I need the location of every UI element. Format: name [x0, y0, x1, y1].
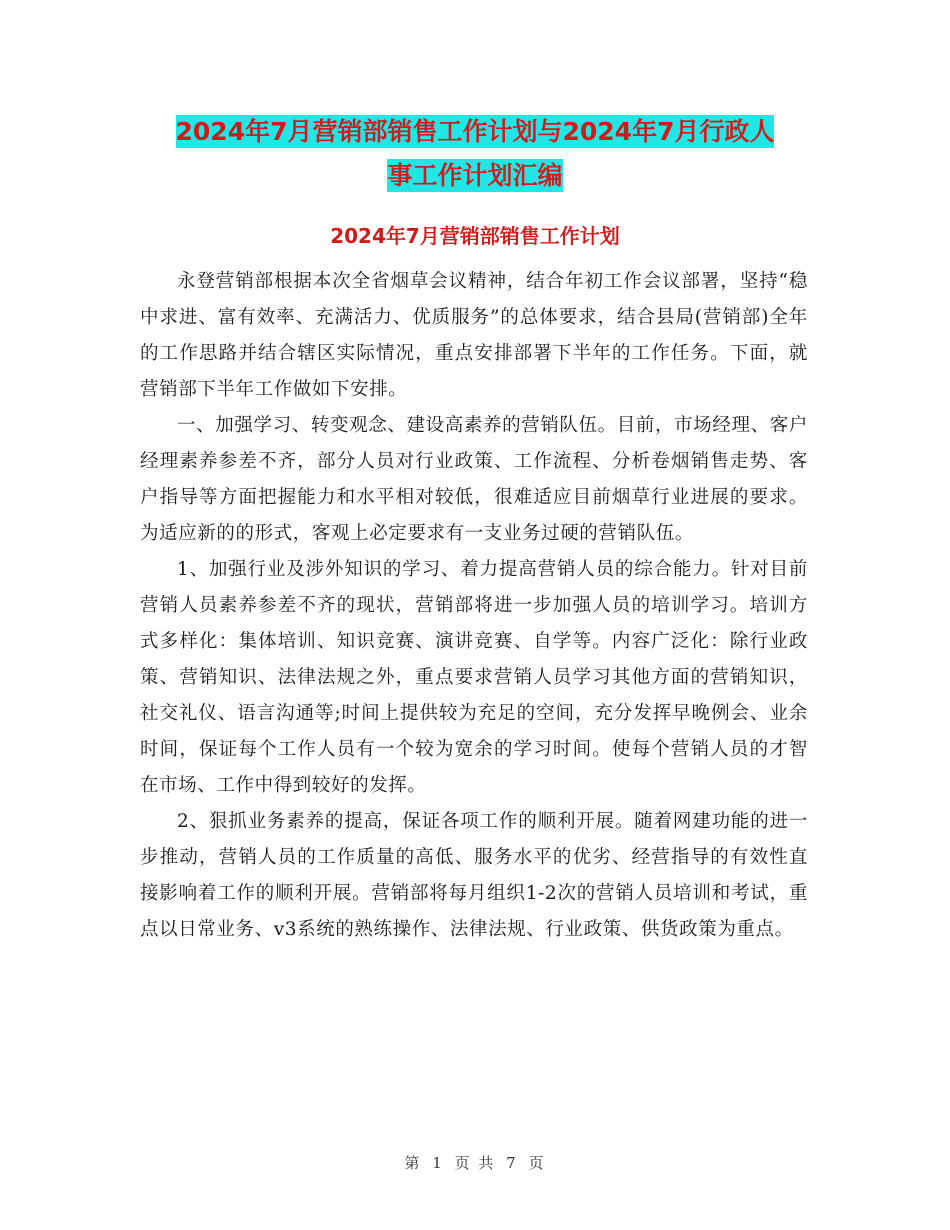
footer-prefix: 第: [404, 1154, 422, 1172]
footer-middle: 页 共: [454, 1154, 496, 1172]
paragraph-section-1: 一、加强学习、转变观念、建设高素养的营销队伍。目前，市场经理、客户经理素养参差不齐，部分人员对行业政策、工作流程、分析卷烟销售走势、客户指导等方面把握能力和水平相对较低，很难适应目前烟草行业进展的要求。为适应新的的形式，客观上必定要求有一支业务过硬的营销队伍。: [140, 415, 808, 544]
footer-current-page: 1: [432, 1154, 444, 1172]
paragraph-intro: 永登营销部根据本次全省烟草会议精神，结合年初工作会议部署，坚持“稳中求进、富有效率、充满活力、优质服务”的总体要求，结合县局(营销部)全年的工作思路并结合辖区实际情况，重点安排部署下半年的工作任务。下面，就营销部下半年工作做如下安排。: [140, 271, 808, 400]
document-title-line-2: 事工作计划汇编: [387, 161, 563, 190]
section-title: 2024年7月营销部销售工作计划: [330, 224, 620, 248]
page-footer: [0, 1152, 950, 1173]
footer-total-pages: 7: [506, 1154, 518, 1172]
document-title: [140, 110, 810, 198]
paragraph-item-2: 2、狠抓业务素养的提高，保证各项工作的顺利开展。随着网建功能的进一步推动，营销人员的工作质量的高低、服务水平的优劣、经营指导的有效性直接影响着工作的顺利开展。营销部将每月组织1-2次的营销人员培训和考试，重点以日常业务、v3系统的熟练操作、法律法规、行业政策、供货政策为重点。: [140, 811, 808, 940]
paragraph-item-1: 1、加强行业及涉外知识的学习、着力提高营销人员的综合能力。针对目前营销人员素养参差不齐的现状，营销部将进一步加强人员的培训学习。培训方式多样化：集体培训、知识竞赛、演讲竞赛、自学等。内容广泛化：除行业政策、营销知识、法律法规之外，重点要求营销人员学习其他方面的营销知识，社交礼仪、语言沟通等;时间上提供较为充足的空间，充分发挥早晚例会、业余时间，保证每个工作人员有一个较为宽余的学习时间。使每个营销人员的才智在市场、工作中得到较好的发挥。: [140, 559, 808, 796]
document-title-line-1: 2024年7月营销部销售工作计划与2024年7月行政人: [175, 117, 775, 146]
footer-suffix: 页: [528, 1154, 546, 1172]
document-body: [140, 264, 808, 948]
